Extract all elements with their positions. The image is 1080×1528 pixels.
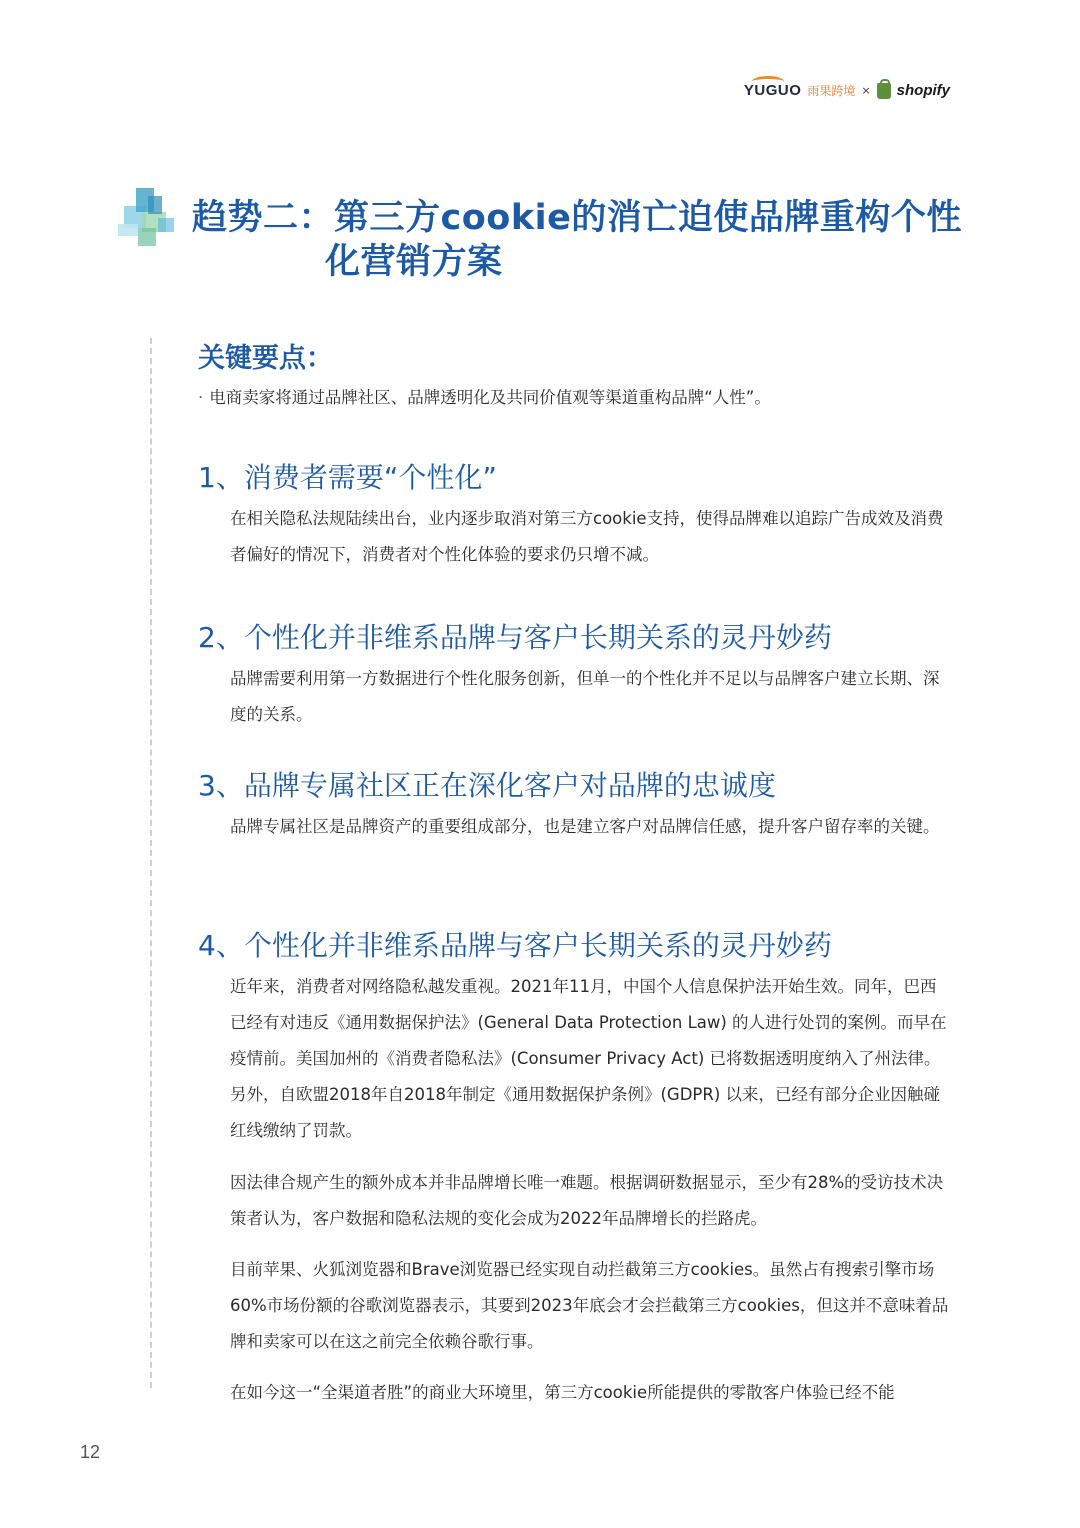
yuguo-logo: YUGUO — [743, 82, 802, 99]
section-4-paragraph-1: 近年来，消费者对网络隐私越发重视。2021年11月，中国个人信息保护法开始生效。同年，巴西已经有对违反《通用数据保护法》(General Data Protection Law) 的人进行处罚的案例。而早在疫情前。美国加州的《消费者隐私法》(Consumer Privacy Act) 已将数据透明度纳入了州法律。另外，自欧盟2018年自2018年制定《通用数据保护条例》(GDPR) 以来，已经有部分企业因触碰红线缴纳了罚款。 — [230, 977, 947, 1140]
section-2-heading: 2、个性化并非维系品牌与客户长期关系的灵丹妙药 — [198, 621, 832, 654]
cubes-decoration-icon — [118, 184, 180, 250]
header-logos — [744, 82, 950, 99]
section-3-paragraph: 品牌专属社区是品牌资产的重要组成部分，也是建立客户对品牌信任感，提升客户留存率的关键。 — [230, 817, 940, 836]
section-4-paragraph-2: 因法律合规产生的额外成本并非品牌增长唯一难题。根据调研数据显示，至少有28%的受访技术决策者认为，客户数据和隐私法规的变化会成为2022年品牌增长的拦路虎。 — [230, 1173, 944, 1228]
page-title-line1: 趋势二：第三方cookie的消亡迫使品牌重构个性 — [192, 198, 962, 238]
section-1-heading: 1、消费者需要“个性化” — [198, 461, 497, 494]
key-point-item — [198, 384, 771, 408]
section-1-paragraph: 在相关隐私法规陆续出台，业内逐步取消对第三方cookie支持，使得品牌难以追踪广告成效及消费者偏好的情况下，消费者对个性化体验的要求仍只增不减。 — [230, 509, 944, 564]
section-2-paragraph: 品牌需要利用第一方数据进行个性化服务创新，但单一的个性化并不足以与品牌客户建立长期、深度的关系。 — [230, 669, 940, 724]
key-points-heading: 关键要点： — [198, 343, 333, 374]
section-3-heading: 3、品牌专属社区正在深化客户对品牌的忠诚度 — [198, 769, 776, 802]
shopify-logo: shopify — [896, 82, 950, 99]
dashed-divider — [150, 338, 152, 1388]
yuguo-logo-cn: 雨果跨境 — [807, 84, 856, 98]
section-4-paragraph-4: 在如今这一“全渠道者胜”的商业大环境里，第三方cookie所能提供的零散客户体验已经不能 — [230, 1383, 895, 1402]
bullet-dot: · — [198, 388, 204, 407]
section-4-paragraph-3: 目前苹果、火狐浏览器和Brave浏览器已经实现自动拦截第三方cookies。虽然占有搜索引擎市场60%市场份额的谷歌浏览器表示，其要到2023年底会才会拦截第三方cookies，但这并不意味着品牌和卖家可以在这之前完全依赖谷歌行事。 — [230, 1260, 949, 1351]
section-4-heading: 4、个性化并非维系品牌与客户长期关系的灵丹妙药 — [198, 929, 832, 962]
page-title-line2: 化营销方案 — [325, 242, 503, 282]
logo-separator: × — [861, 84, 871, 97]
shopify-bag-icon — [877, 83, 891, 99]
page-title — [192, 196, 962, 284]
page-number: 12 — [80, 1442, 101, 1462]
key-point-text: 电商卖家将通过品牌社区、品牌透明化及共同价值观等渠道重构品牌“人性”。 — [209, 388, 771, 407]
